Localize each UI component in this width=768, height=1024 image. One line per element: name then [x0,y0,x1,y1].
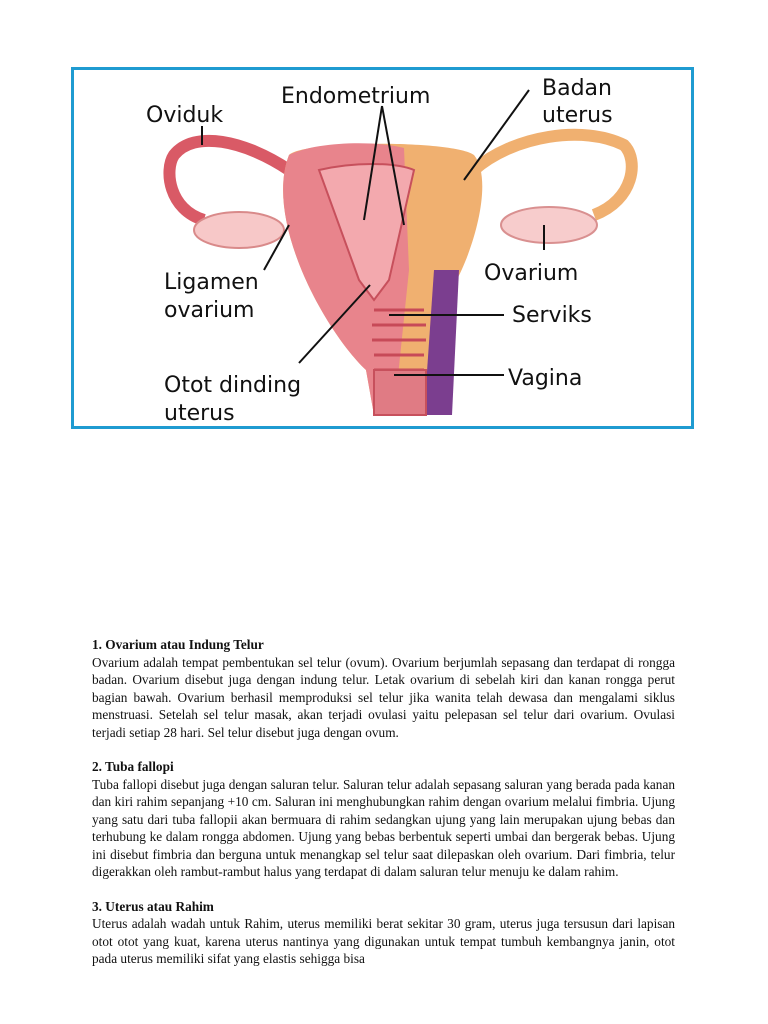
document-content [92,636,675,985]
label-serviks: Serviks [512,303,592,328]
left-ovary [194,212,284,248]
left-fallopian-tube [169,141,289,220]
label-ovarium: Ovarium [484,261,579,286]
label-badan-uterus-1: Badan [542,76,612,101]
section-body: Tuba fallopi disebut juga dengan saluran telur. Saluran telur adalah sepasang saluran yang berada pada kanan dan kiri rahim sepanjang +10 cm. Saluran ini menghubungkan rahim dengan ovarium melalui fimbria. Ujung yang satu dari tuba fallopii akan bermuara di rahim sedangkan ujung yang lain merupakan ujung bebas dan terhubung ke dalam rongga abdomen. Ujung yang bebas berbentuk seperti umbai dan bergerak bebas. Ujung ini disebut fimbria dan berguna untuk menangkap sel telur saat dilepaskan oleh ovarium. Dari fimbria, telur digerakkan oleh rambut-rambut halus yang terdapat di dalam saluran telur menuju ke dalam rahim. [92,776,675,879]
label-vagina: Vagina [508,366,583,391]
label-badan-uterus-2: uterus [542,103,613,128]
section-body: Ovarium adalah tempat pembentukan sel telur (ovum). Ovarium berjumlah sepasang dan terdapat di rongga badan. Ovarium disebut juga dengan indung telur. Letak ovarium di sebelah kiri dan kanan rongga perut bagian bawah. Ovarium berhasil memproduksi sel telur jika wanita telah dewasa dan mengalami siklus menstruasi. Setelah sel telur masak, akan terjadi ovulasi yaitu pelepasan sel telur dari ovarium. Ovulasi terjadi setiap 28 hari. Sel telur disebut juga dengan ovum. [92,654,675,740]
anatomy-figure [71,67,694,429]
section-tuba-fallopi [92,758,675,881]
section-title: 2. Tuba fallopi [92,759,174,774]
right-fallopian-tube [474,135,632,215]
right-ovary [501,207,597,243]
label-endometrium: Endometrium [281,84,431,109]
section-title: 1. Ovarium atau Indung Telur [92,637,264,652]
label-ligamen-1: Ligamen [164,270,259,295]
section-uterus [92,898,675,968]
label-ligamen-2: ovarium [164,298,255,323]
label-otot-2: uterus [164,401,235,426]
section-ovarium [92,636,675,741]
section-body: Uterus adalah wadah untuk Rahim, uterus memiliki berat sekitar 30 gram, uterus juga tersusun dari lapisan otot otot yang kuat, karena uterus nantinya yang digunakan untuk tempat tumbuh kembangnya janin, otot pada uterus memiliki sifat yang elastis sehigga bisa [92,916,675,966]
label-oviduk: Oviduk [146,103,224,128]
vagina-canal [374,370,426,415]
section-title: 3. Uterus atau Rahim [92,898,214,914]
uterus-diagram [74,70,691,426]
label-otot-1: Otot dinding [164,373,302,398]
